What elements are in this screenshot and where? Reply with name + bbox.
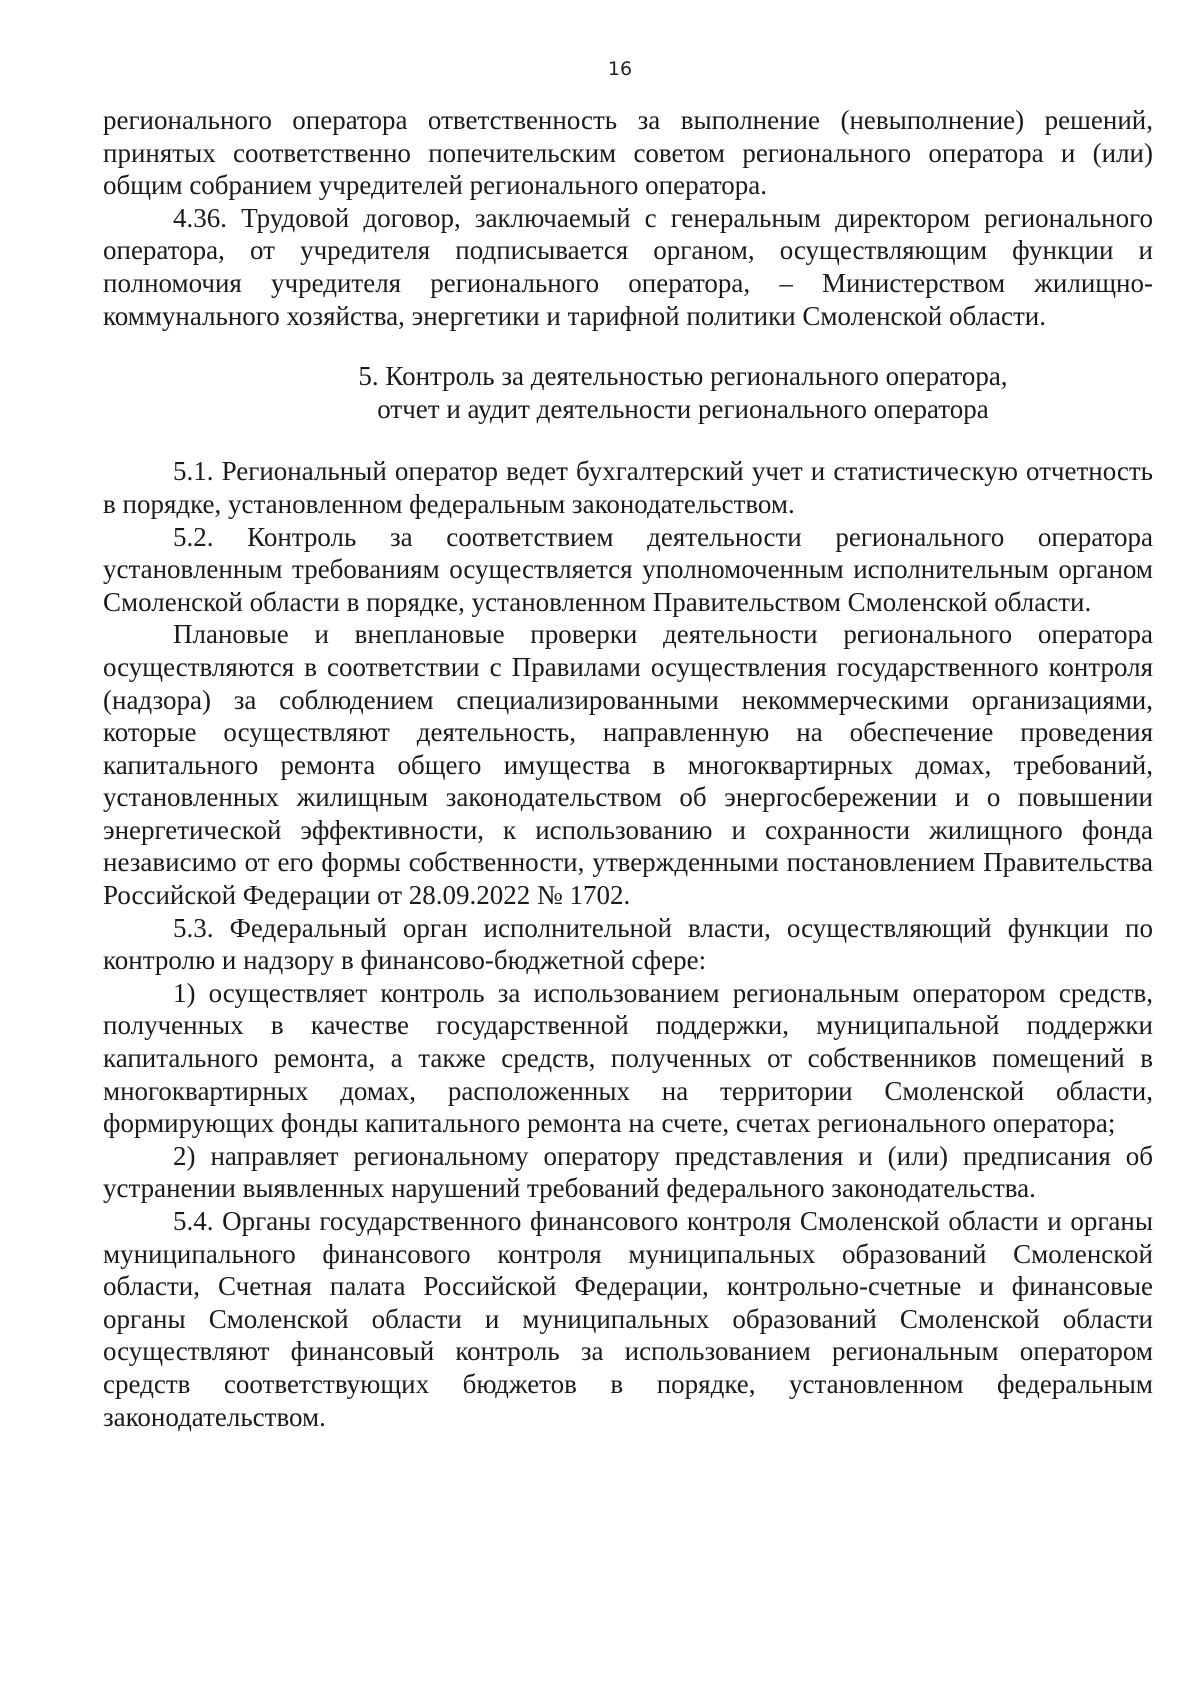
paragraph-5-3-item-1: 1) осуществляет контроль за использованием региональным оператором средств, полученных в качестве государственной поддержки, муниципальной поддержки капитального ремонта, а также средств, полученных от собственников помещений в многоквартирных домах, расположенных на территории Смоленской области, формирующих фонды капитального ремонта на счете, счетах регионального оператора; — [103, 977, 1153, 1139]
document-body — [103, 104, 1153, 1433]
section-heading — [103, 360, 1153, 425]
section-heading-line-1: 5. Контроль за деятельностью регионального оператора, — [358, 361, 1008, 392]
paragraph-5-1: 5.1. Региональный оператор ведет бухгалтерский учет и статистическую отчетность в порядке, установленном федеральным законодательством. — [103, 456, 1153, 519]
paragraph-continuation: регионального оператора ответственность за выполнение (невыполнение) решений, принятых соответственно попечительским советом регионального оператора и (или) общим собранием учредителей регионального оператора. — [103, 105, 1153, 201]
section-heading-line-2: отчет и аудит деятельности регионального оператора — [377, 393, 989, 424]
paragraph-5-2: 5.2. Контроль за соответствием деятельности регионального оператора установленным требованиям осуществляется уполномоченным исполнительным органом Смоленской области в порядке, установленном Правительством Смоленской области. — [103, 521, 1153, 617]
paragraph-5-4: 5.4. Органы государственного финансового контроля Смоленской области и органы муниципального финансового контроля муниципальных образований Смоленской области, Счетная палата Российской Федерации, контрольно-счетные и финансовые органы Смоленской области и муниципальных образований Смоленской области осуществляют финансовый контроль за использованием региональным оператором средств соответствующих бюджетов в порядке, установленном федеральным законодательством. — [103, 1206, 1153, 1432]
paragraph-inspections: Плановые и внеплановые проверки деятельности регионального оператора осуществляются в соответствии с Правилами осуществления государственного контроля (надзора) за соблюдением специализированными некоммерческими организациями, которые осуществляют деятельность, направленную на обеспечение проведения капитального ремонта общего имущества в многоквартирных домах, требований, установленных жилищным законодательством об энергосбережении и о повышении энергетической эффективности, к использованию и сохранности жилищного фонда независимо от его формы собственности, утвержденными постановлением Правительства Российской Федерации от 28.09.2022 № 1702. — [103, 619, 1153, 911]
paragraph-4-36: 4.36. Трудовой договор, заключаемый с генеральным директором регионального оператора, от учредителя подписывается органом, осуществляющим функции и полномочия учредителя регионального оператора, – Министерством жилищно-коммунального хозяйства, энергетики и тарифной политики Смоленской области. — [103, 202, 1153, 331]
page-number: 16 — [607, 58, 633, 80]
paragraph-5-3: 5.3. Федеральный орган исполнительной власти, осуществляющий функции по контролю и надзору в финансово-бюджетной сфере: — [103, 912, 1153, 976]
paragraph-5-3-item-2: 2) направляет региональному оператору представления и (или) предписания об устранении выявленных нарушений требований федерального законодательства. — [103, 1140, 1153, 1204]
